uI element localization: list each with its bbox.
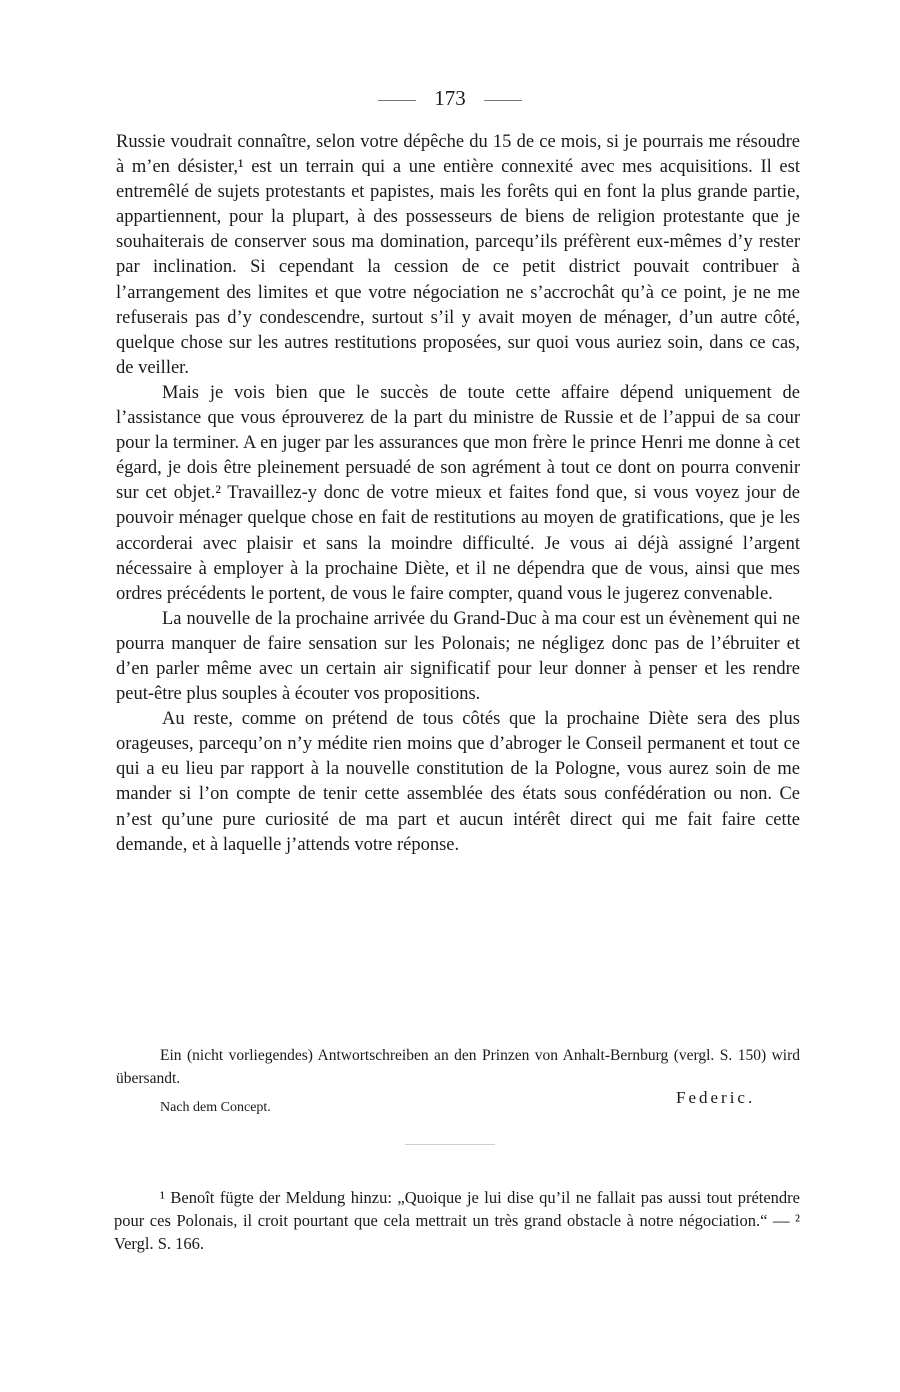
paragraph-2: Mais je vois bien que le succès de toute cette affaire dépend uniquement de l’assistance que vous éprouverez de la part du ministre de Russie et de l’appui de sa cour pour la terminer. A en juger par les assurances que mon frère le prince Henri me donne à cet égard, je dois être pleinement persuadé de son agrément à tout ce dont on pourra convenir sur cet objet.² Travaillez-y donc de votre mieux et faites fond que, si vous voyez jour de pouvoir ménager quelque chose en fait de restitutions au moyen de gratifications, que je les accorderai avec plaisir et sans la moindre difficulté. Je vous ai déjà assigné l’argent nécessaire à employer à la prochaine Diète, et il ne dépendra que de vous, ainsi que mes ordres précédents le portent, de vous le faire compter, quand vous le jugerez convenable. xyxy=(116,382,800,604)
paragraph-4: Au reste, comme on prétend de tous côtés que la prochaine Diète sera des plus orageuses, parcequ’on n’y médite rien moins que d’abroger le Conseil permanent et tout ce qui a eu lieu par rapport à la nouvelle constitution de la Pologne, vous aurez soin de me mander si l’on compte de tenir cette assemblée des états sous confédération ou non. Ce n’est qu’une pure curiosité de ma part et aucun intérêt direct qui me fait faire cette demande, et à laquelle j’attends votre réponse. xyxy=(116,709,800,855)
signature: Federic. xyxy=(676,1088,756,1107)
footnote-separator xyxy=(405,1144,495,1145)
header-rule-right xyxy=(484,100,522,101)
letter-body xyxy=(116,130,800,858)
editorial-note: Ein (nicht vorliegendes) Antwortschreiben an den Prinzen von Anhalt-Bernburg (vergl. S. 150) wird übersandt. xyxy=(116,1047,800,1087)
paragraph-1: Russie voudrait connaître, selon votre dépêche du 15 de ce mois, si je pourrais me résoudre à m’en désister,¹ est un terrain qui a une entière connexité avec mes acquisitions. Il est entremêlé de sujets protestants et papistes, mais les forêts qui en font la plus grande partie, appartiennent, pour la plupart, à des possesseurs de biens de religion protestante que je souhaiterais de conserver sous ma domination, parcequ’ils préfèrent eux-mêmes d’y rester par inclination. Si cependant la cession de ce petit district pouvait contribuer à l’arrangement des limites et que votre négociation ne s’accrochât qu’à ce point, je ne me refuserais pas d’y condescendre, surtout s’il y avait moyen de ménager, d’un autre côté, quelque chose sur les autres restitutions proposées, sur quoi vous auriez soin, dans ce cas, de veiller. xyxy=(116,132,800,378)
source-note: Nach dem Concept. xyxy=(160,1100,271,1115)
page-number: 173 xyxy=(434,86,466,110)
footnote-text: ¹ Benoît fügte der Meldung hinzu: „Quoique je lui dise qu’il ne fallait pas aussi tout prétendre pour ces Polonais, il croit pourtant que cela mettrait un très grand obstacle à notre négociation.“ — ² Vergl. S. 166. xyxy=(114,1188,800,1253)
page-header xyxy=(0,86,900,111)
header-rule-left xyxy=(378,100,416,101)
footnotes xyxy=(114,1186,800,1255)
paragraph-3: La nouvelle de la prochaine arrivée du Grand-Duc à ma cour est un évènement qui ne pourra manquer de faire sensation sur les Polonais; ne négligez donc pas de l’ébruiter et d’en parler même avec un certain air significatif pour leur donner à penser et les rendre peut-être plus souples à écouter vos propositions. xyxy=(116,608,800,705)
